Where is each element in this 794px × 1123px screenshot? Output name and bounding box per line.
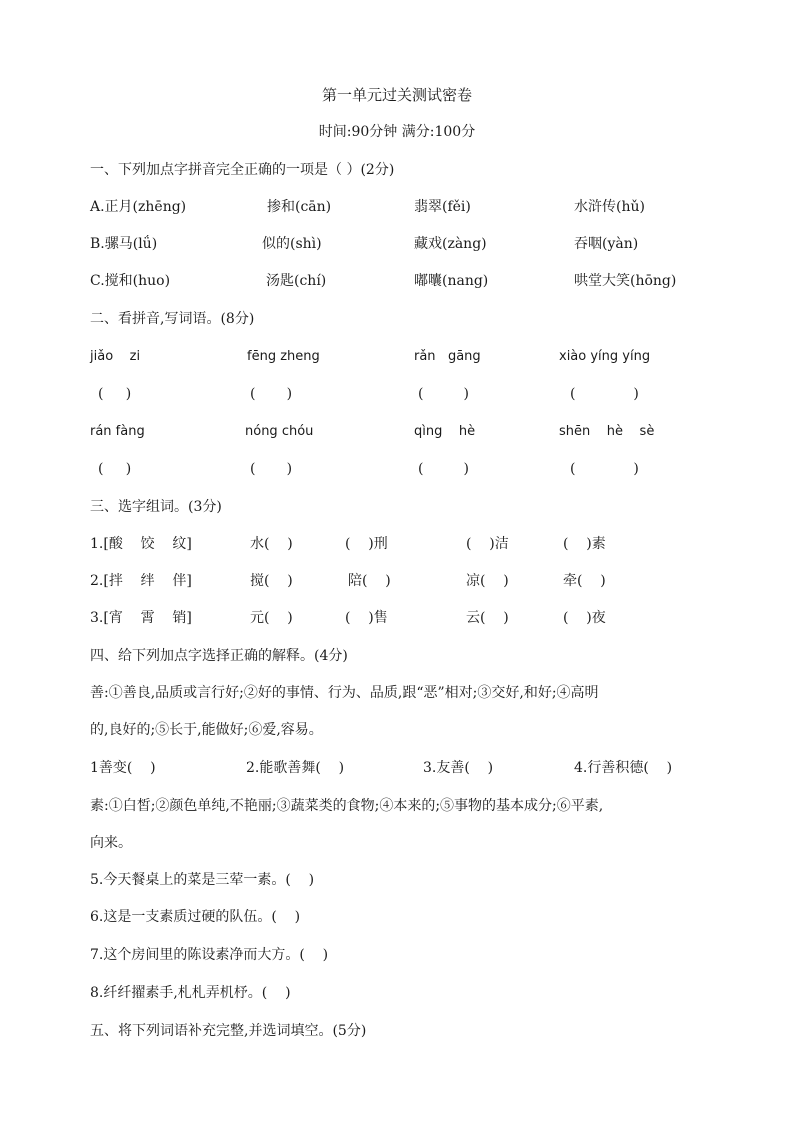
answer-blank[interactable]: ( ) [250,386,293,402]
q2-heading: 二、看拼音,写词语。(8分) [90,311,255,327]
su-item[interactable]: 5.今天餐桌上的菜是三荤一素。( ) [90,872,315,888]
word-blank[interactable]: ( )洁 [466,536,509,552]
pinyin-item: jiǎo zi [90,349,141,364]
word-blank[interactable]: ( )素 [563,536,606,552]
su-definitions-line-2: 向来。 [90,835,132,851]
q1-c-item-4: 哄堂大笑(hōng) [574,273,677,289]
su-item[interactable]: 7.这个房间里的陈设素净而大方。( ) [90,947,329,963]
shan-definitions-line-2: 的,良好的;⑤长于,能做好;⑥爱,容易。 [90,722,323,738]
exam-info: 时间:90分钟 满分:100分 [318,124,476,140]
q1-c-item-2: 汤匙(chí) [266,273,327,289]
word-blank[interactable]: 元( ) [250,610,293,626]
shan-item[interactable]: 3.友善( ) [423,760,494,776]
char-choices: 2.[拌 绊 伴] [90,573,192,589]
q1-b-item-2: 似的(shì) [262,236,322,252]
q1-b-item-1: B.骡马(lǘ) [90,236,158,252]
pinyin-item: shēn hè sè [559,424,655,439]
word-blank[interactable]: 牵( ) [563,573,606,589]
answer-blank[interactable]: ( ) [98,461,132,477]
word-blank[interactable]: 水( ) [250,536,293,552]
pinyin-item: nóng chóu [245,424,314,439]
q1-b-item-4: 吞咽(yàn) [574,236,639,252]
q1-a-item-3: 翡翠(fěi) [414,199,471,215]
answer-blank[interactable]: ( ) [570,386,639,402]
q1-heading: 一、下列加点字拼音完全正确的一项是（ ）(2分) [90,162,395,178]
word-blank[interactable]: 凉( ) [466,573,509,589]
word-blank[interactable]: ( )刑 [345,536,388,552]
shan-item[interactable]: 4.行善积德( ) [574,760,673,776]
word-blank[interactable]: 云( ) [466,610,509,626]
q4-heading: 四、给下列加点字选择正确的解释。(4分) [90,648,348,664]
pinyin-item: qìng hè [414,424,476,439]
page-title: 第一单元过关测试密卷 [321,86,472,104]
shan-item[interactable]: 2.能歌善舞( ) [246,760,345,776]
q1-a-item-1: A.正月(zhēng) [90,199,187,215]
q1-b-item-3: 藏戏(zàng) [414,236,487,252]
word-blank[interactable]: ( )夜 [563,610,606,626]
answer-blank[interactable]: ( ) [250,461,293,477]
q1-a-item-4: 水浒传(hǔ) [574,199,645,215]
pinyin-item: xiào yíng yíng [559,349,651,364]
word-blank[interactable]: 陪( ) [348,573,391,589]
answer-blank[interactable]: ( ) [570,461,639,477]
answer-blank[interactable]: ( ) [98,386,132,402]
word-blank[interactable]: 搅( ) [250,573,293,589]
su-definitions-line-1: 素:①白皙;②颜色单纯,不艳丽;③蔬菜类的食物;④本来的;⑤事物的基本成分;⑥平素, [90,798,604,814]
su-item[interactable]: 8.纤纤擢素手,札札弄机杼。( ) [90,985,291,1001]
q3-heading: 三、选字组词。(3分) [90,499,222,515]
answer-blank[interactable]: ( ) [418,461,469,477]
q1-c-item-1: C.搅和(huo) [90,273,171,289]
pinyin-item: fēng zheng [247,349,320,364]
word-blank[interactable]: ( )售 [345,610,388,626]
pinyin-item: rǎn gāng [414,349,481,364]
shan-definitions-line-1: 善:①善良,品质或言行好;②好的事情、行为、品质,跟“恶”相对;③交好,和好;④高明 [90,685,599,701]
q1-a-item-2: 掺和(cān) [267,199,332,215]
answer-blank[interactable]: ( ) [418,386,469,402]
q5-heading: 五、将下列词语补充完整,并选词填空。(5分) [90,1023,367,1039]
pinyin-item: rán fàng [90,424,145,439]
shan-item[interactable]: 1善变( ) [90,760,156,776]
q1-c-item-3: 嘟囔(nang) [414,273,489,289]
char-choices: 3.[宵 霄 销] [90,610,192,626]
su-item[interactable]: 6.这是一支素质过硬的队伍。( ) [90,909,301,925]
char-choices: 1.[酸 饺 纹] [90,536,192,552]
